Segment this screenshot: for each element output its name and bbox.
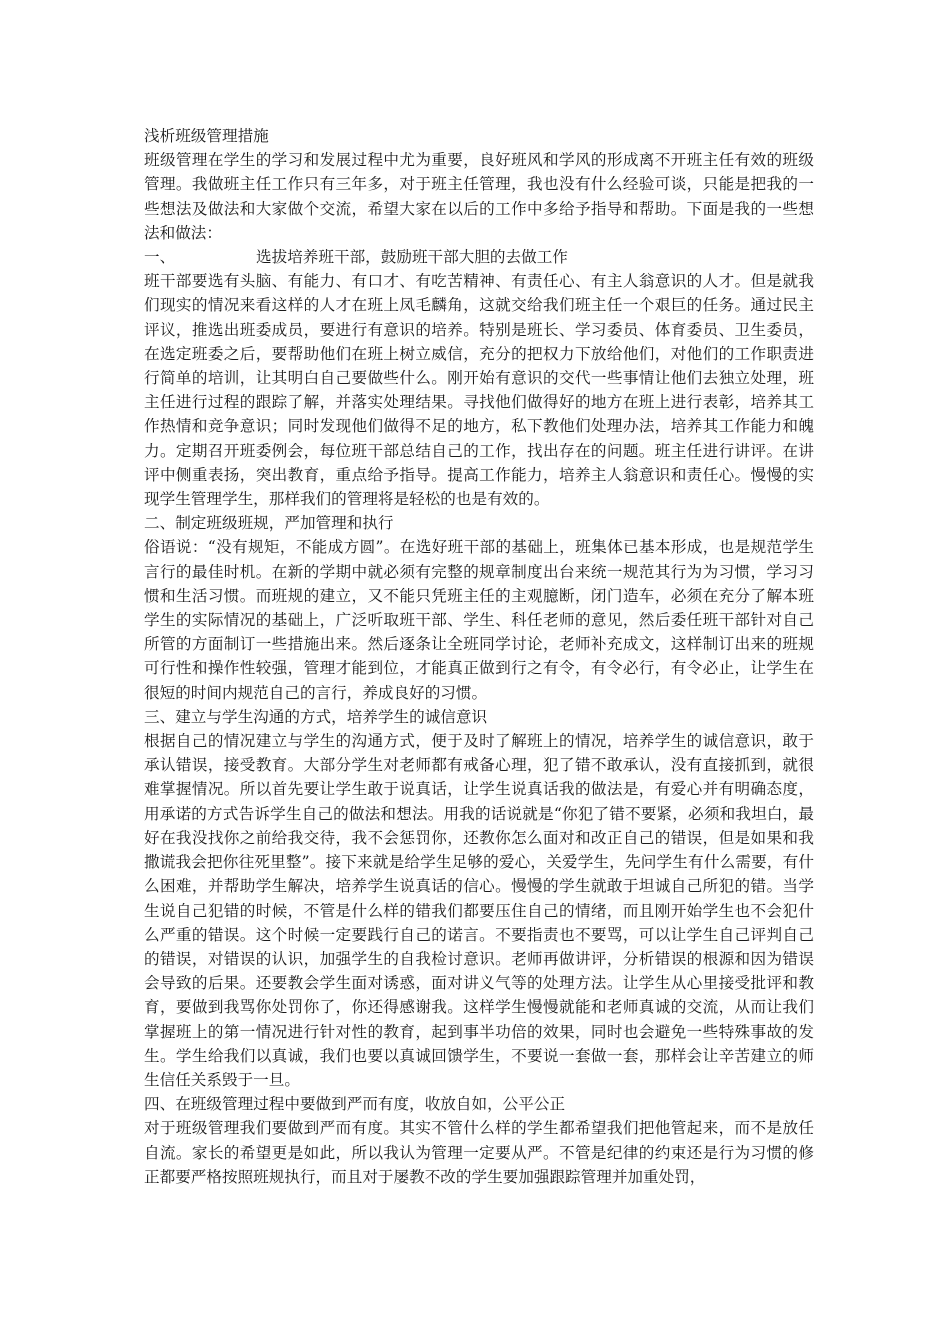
section-4-number: 四、 — [144, 1095, 176, 1114]
section-1-heading — [144, 245, 814, 269]
section-3-title: 建立与学生沟通的方式，培养学生的诚信意识 — [175, 707, 488, 726]
intro-paragraph: 班级管理在学生的学习和发展过程中尤为重要，良好班风和学风的形成离不开班主任有效的班级管理。我做班主任工作只有三年多，对于班主任管理，我也没有什么经验可谈，只能是把我的一些想法及做法和大家做个交流，希望大家在以后的工作中多给予指导和帮助。下面是我的一些想法和做法： — [144, 151, 814, 242]
section-4-title: 在班级管理过程中要做到严而有度，收放自如，公平公正 — [175, 1095, 566, 1114]
document-title: 浅析班级管理措施 — [144, 127, 269, 145]
section-2-number: 二、 — [144, 514, 176, 533]
section-2-heading — [144, 511, 814, 535]
section-4-body: 对于班级管理我们要做到严而有度。其实不管什么样的学生都希望我们把他管起来，而不是放任自流。家长的希望更是如此，所以我认为管理一定要从严。不管是纪律的约束还是行为习惯的修正都要严格按照班规执行，而且对于屡教不改的学生要加强跟踪管理并加重处罚， — [144, 1119, 814, 1186]
section-1-number: 一、 — [144, 248, 176, 267]
section-1-body: 班干部要选有头脑、有能力、有口才、有吃苦精神、有责任心、有主人翁意识的人才。但是就我们现实的情况来看这样的人才在班上凤毛麟角，这就交给我们班主任一个艰巨的任务。通过民主评议，推选出班委成员，要进行有意识的培养。特别是班长、学习委员、体育委员、卫生委员，在选定班委之后，要帮助他们在班上树立威信，充分的把权力下放给他们，对他们的工作职责进行简单的培训，让其明白自己要做些什么。刚开始有意识的交代一些事情让他们去独立处理，班主任进行过程的跟踪了解，并落实处理结果。寻找他们做得好的地方在班上进行表彰，培养其工作热情和竞争意识；同时发现他们做得不足的地方，私下教他们处理办法，培养其工作能力和魄力。定期召开班委例会，每位班干部总结自己的工作，找出存在的问题。班主任进行讲评。在讲评中侧重表扬，突出教育，重点给予指导。提高工作能力，培养主人翁意识和责任心。慢慢的实现学生管理学生，那样我们的管理将是轻松的也是有效的。 — [144, 272, 814, 509]
section-3-heading — [144, 705, 814, 729]
section-3-number: 三、 — [144, 707, 176, 726]
section-3-body: 根据自己的情况建立与学生的沟通方式，便于及时了解班上的情况，培养学生的诚信意识，敢于承认错误，接受教育。大部分学生对老师都有戒备心理，犯了错不敢承认，没有直接抓到，就很难掌握情况。所以首先要让学生敢于说真话，让学生说真话我的做法是，有爱心并有明确态度，用承诺的方式告诉学生自己的做法和想法。用我的话说就是“你犯了错不要紧，必须和我坦白，最好在我没找你之前给我交待，我不会惩罚你，还教你怎么面对和改正自己的错误，但是如果和我撒谎我会把你往死里整”。接下来就是给学生足够的爱心，关爱学生，先问学生有什么需要，有什么困难，并帮助学生解决，培养学生说真话的信心。慢慢的学生就敢于坦诚自己所犯的错。当学生说自己犯错的时候，不管是什么样的错我们都要压住自己的情绪，而且刚开始学生也不会犯什么严重的错误。这个时候一定要践行自己的诺言。不要指责也不要骂，可以让学生自己评判自己的错误，对错误的认识，加强学生的自我检讨意识。老师再做讲评，分析错误的根源和因为错误会导致的后果。还要教会学生面对诱惑，面对讲义气等的处理方法。让学生从心里接受批评和教育，要做到我骂你处罚你了，你还得感谢我。这样学生慢慢就能和老师真诚的交流，从而让我们掌握班上的第一情况进行针对性的教育，起到事半功倍的效果，同时也会避免一些特殊事故的发生。学生给我们以真诚，我们也要以真诚回馈学生，不要说一套做一套，那样会让辛苦建立的师生信任关系毁于一旦。 — [144, 732, 814, 1089]
document-page — [144, 124, 814, 1189]
section-2-body: 俗语说：“没有规矩，不能成方圆”。在选好班干部的基础上，班集体已基本形成，也是规范学生言行的最佳时机。在新的学期中就必须有完整的规章制度出台来统一规范其行为为习惯，学习习惯和生活习惯。而班规的建立，又不能只凭班主任的主观臆断，闭门造车，必须在充分了解本班学生的实际情况的基础上，广泛听取班干部、学生、科任老师的意见，然后委任班干部针对自己所管的方面制订一些措施出来。然后逐条让全班同学讨论，老师补充成文，这样制订出来的班规可行性和操作性较强，管理才能到位，才能真正做到行之有令，有令必行，有令必止，让学生在很短的时间内规范自己的言行，养成良好的习惯。 — [144, 538, 814, 702]
section-4-heading — [144, 1092, 814, 1116]
section-1-title: 选拔培养班干部，鼓励班干部大胆的去做工作 — [256, 248, 568, 267]
section-2-title: 制定班级班规，严加管理和执行 — [175, 514, 394, 533]
